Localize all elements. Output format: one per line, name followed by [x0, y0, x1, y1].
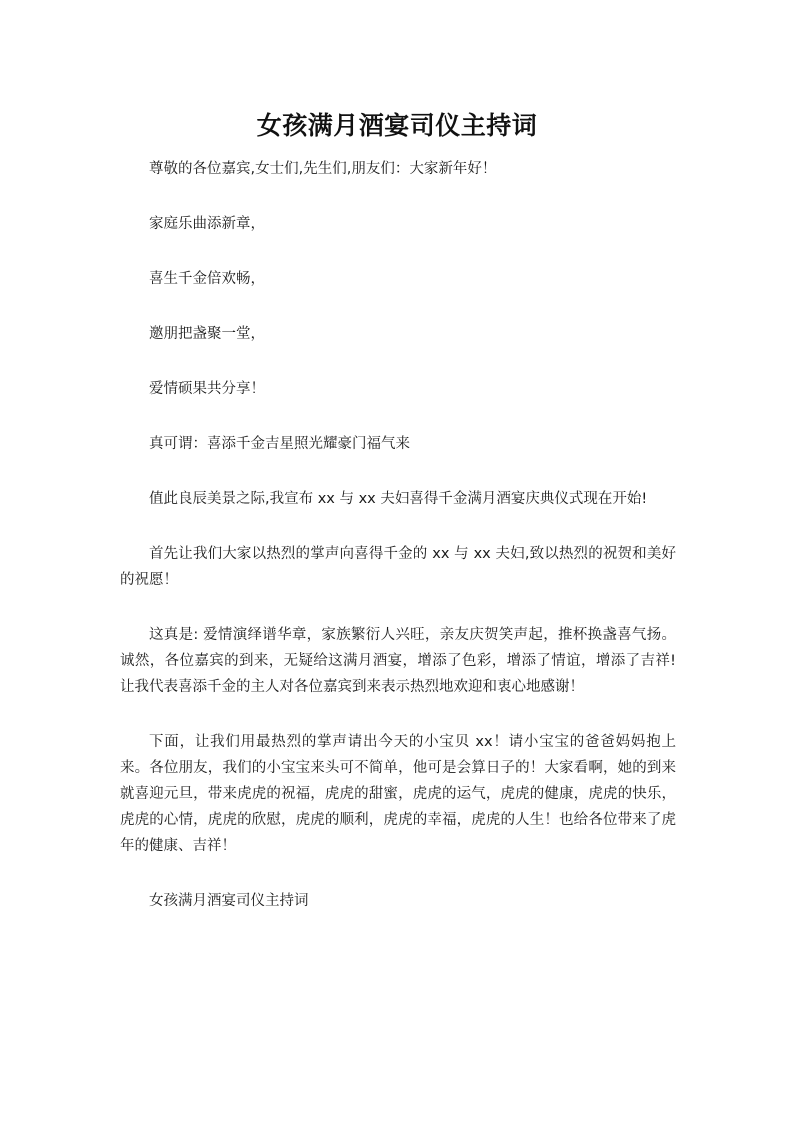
- paragraph-baby-intro: 下面，让我们用最热烈的掌声请出今天的小宝贝 xx！请小宝宝的爸爸妈妈抱上来。各位朋友，我们的小宝宝来头可不简单，他可是会算日子的！大家看啊，她的到来就喜迎元旦，带来虎虎的祝福，虎虎的甜蜜，虎虎的运气，虎虎的健康，虎虎的快乐，虎虎的心情，虎虎的欣慰，虎虎的顺利，虎虎的幸福，虎虎的人生！也给各位带来了虎年的健康、吉祥！: [120, 734, 676, 854]
- paragraph-footer-title: 女孩满月酒宴司仪主持词: [149, 893, 309, 909]
- paragraph-applause: 首先让我们大家以热烈的掌声向喜得千金的 xx 与 xx 夫妇,致以热烈的祝贺和美好的祝愿！: [120, 546, 676, 588]
- paragraph-thanks: 这真是: 爱情演绎谱华章，家族繁衍人兴旺，亲友庆贺笑声起，推杯换盏喜气扬。诚然，各位嘉宾的到来，无疑给这满月酒宴，增添了色彩，增添了情谊，增添了吉祥!让我代表喜添千金的主人对各位嘉宾到来表示热烈地欢迎和衷心地感谢！: [120, 627, 676, 695]
- document-title: 女孩满月酒宴司仪主持词: [256, 111, 538, 140]
- document-body: [120, 156, 676, 943]
- paragraph-verse-2: 喜生千金倍欢畅，: [149, 271, 265, 287]
- paragraph-greeting: 尊敬的各位嘉宾,女士们,先生们,朋友们：大家新年好！: [149, 161, 497, 177]
- paragraph-verse-4: 爱情硕果共分享！: [149, 381, 265, 397]
- paragraph-announcement: 值此良辰美景之际,我宣布 xx 与 xx 夫妇喜得千金满月酒宴庆典仪式现在开始!: [149, 491, 648, 507]
- paragraph-verse-5: 真可谓：喜添千金吉星照光耀豪门福气来: [149, 436, 410, 452]
- paragraph-verse-1: 家庭乐曲添新章，: [149, 216, 265, 232]
- paragraph-verse-3: 邀朋把盏聚一堂，: [149, 326, 265, 342]
